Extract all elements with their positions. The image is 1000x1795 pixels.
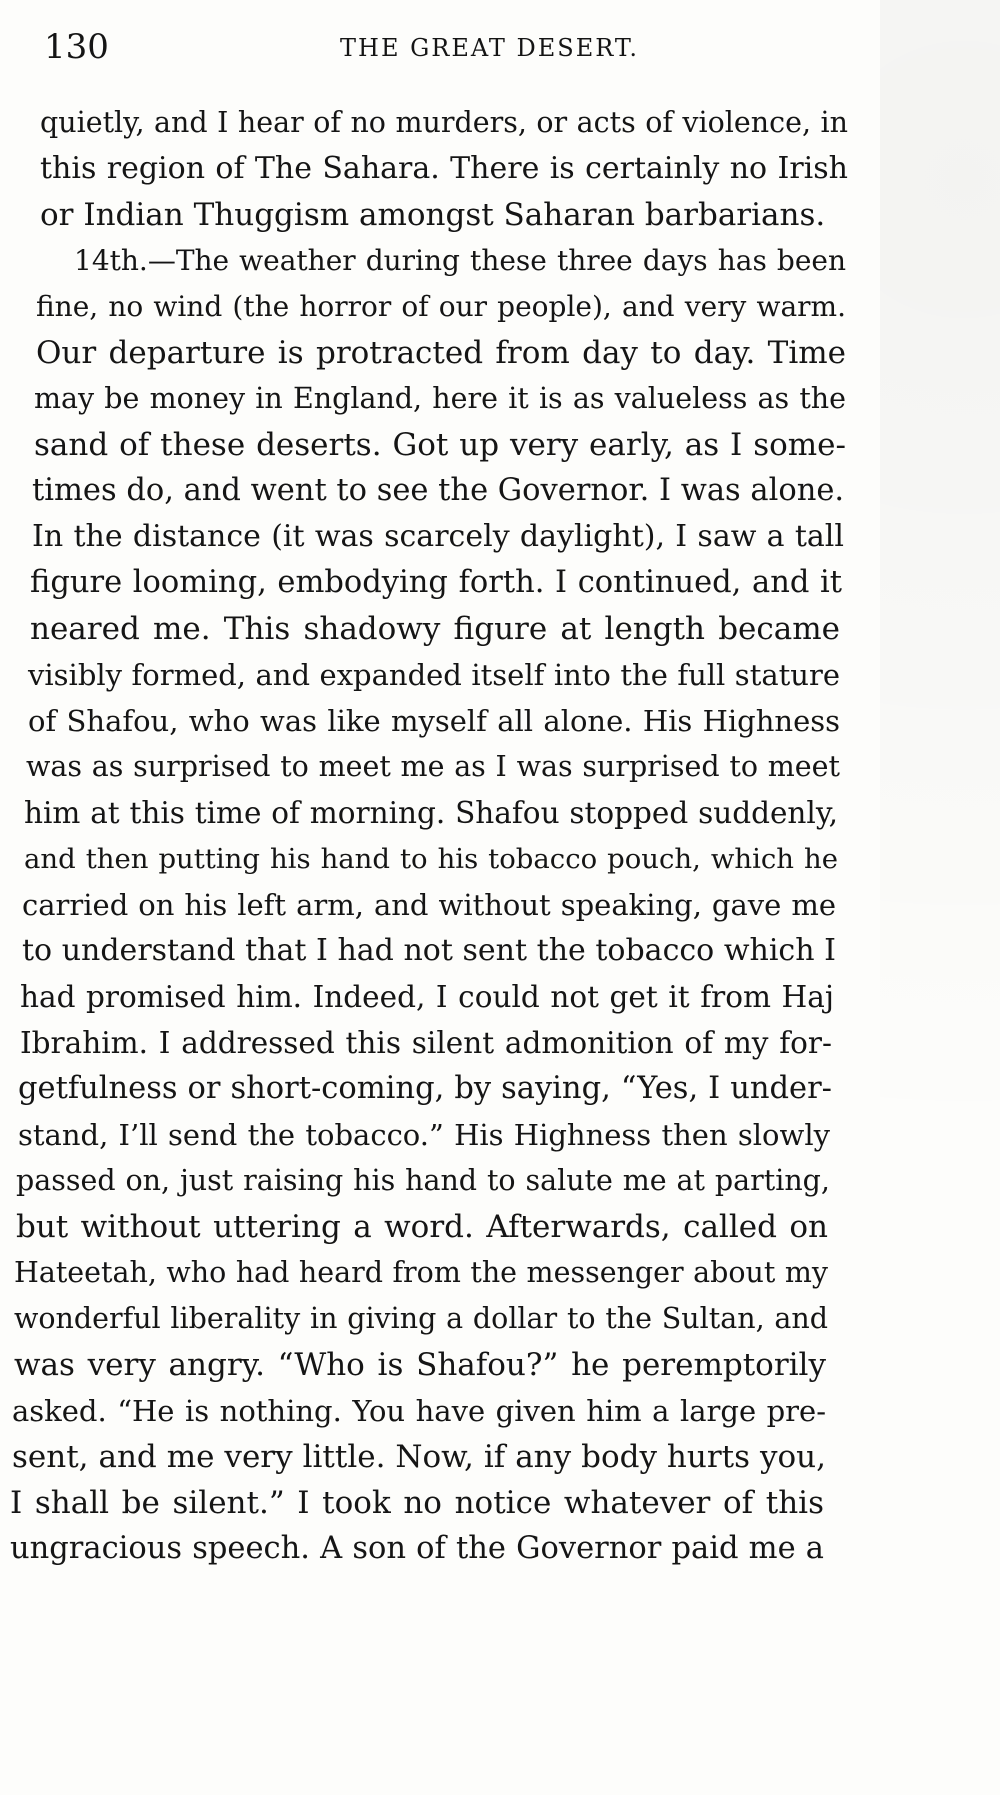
text-line: to understand that I had not sent the tobacco which I <box>22 933 836 968</box>
text-line: quietly, and I hear of no murders, or acts of violence, in <box>40 106 848 139</box>
text-line: sand of these deserts. Got up very early, as I some- <box>34 427 846 463</box>
text-line: times do, and went to see the Governor. I was alone. <box>32 473 845 508</box>
text-line: wonderful liberality in giving a dollar to the Sultan, and <box>14 1302 828 1335</box>
text-line: of Shafou, who was like myself all alone. His Highness <box>28 704 840 738</box>
text-line: had promised him. Indeed, I could not get it from Haj <box>20 980 834 1014</box>
text-line: I shall be silent.” I took no notice whatever of this <box>10 1485 824 1521</box>
text-line: may be money in England, here it is as valueless as the <box>34 382 846 415</box>
text-line: neared me. This shadowy figure at length became <box>30 611 840 647</box>
text-line: Hateetah, who had heard from the messenger about my <box>14 1256 828 1289</box>
text-line: was as surprised to meet me as I was surprised to meet <box>26 750 840 783</box>
text-line: stand, I’ll send the tobacco.” His Highness then slowly <box>18 1118 830 1152</box>
text-line: Ibrahim. I addressed this silent admonition of my for- <box>20 1026 832 1060</box>
text-line: carried on his left arm, and without speaking, gave me <box>22 888 836 922</box>
text-line: fine, no wind (the horror of our people), and very warm. <box>36 290 846 323</box>
text-line: this region of The Sahara. There is certainly no Irish <box>40 151 848 186</box>
text-line: but without uttering a word. Afterwards, called on <box>16 1209 828 1245</box>
running-title: THE GREAT DESERT. <box>340 34 639 62</box>
text-line: figure looming, embodying forth. I continued, and it <box>30 565 842 600</box>
paper-texture <box>880 0 1000 1795</box>
page-number: 130 <box>44 27 109 67</box>
text-line: or Indian Thuggism amongst Saharan barbarians. <box>40 197 826 233</box>
text-line: visibly formed, and expanded itself into the full stature <box>28 658 840 692</box>
text-line: and then putting his hand to his tobacco pouch, which he <box>24 843 838 875</box>
text-line: passed on, just raising his hand to salute me at parting, <box>16 1164 830 1197</box>
text-line: him at this time of morning. Shafou stopped suddenly, <box>24 796 838 830</box>
text-line: asked. “He is nothing. You have given him a large pre- <box>12 1394 826 1428</box>
text-line: was very angry. “Who is Shafou?” he peremptorily <box>14 1347 826 1383</box>
text-line: sent, and me very little. Now, if any body hurts you, <box>12 1439 826 1475</box>
page-header <box>44 22 944 72</box>
text-line: ungracious speech. A son of the Governor paid me a <box>10 1531 824 1566</box>
text-line: 14th.—The weather during these three days has been <box>74 244 846 277</box>
text-line: In the distance (it was scarcely daylight), I saw a tall <box>32 519 844 554</box>
text-line: Our departure is protracted from day to day. Time <box>36 335 846 371</box>
text-line: getfulness or short-coming, by saying, “Yes, I under- <box>18 1071 832 1106</box>
